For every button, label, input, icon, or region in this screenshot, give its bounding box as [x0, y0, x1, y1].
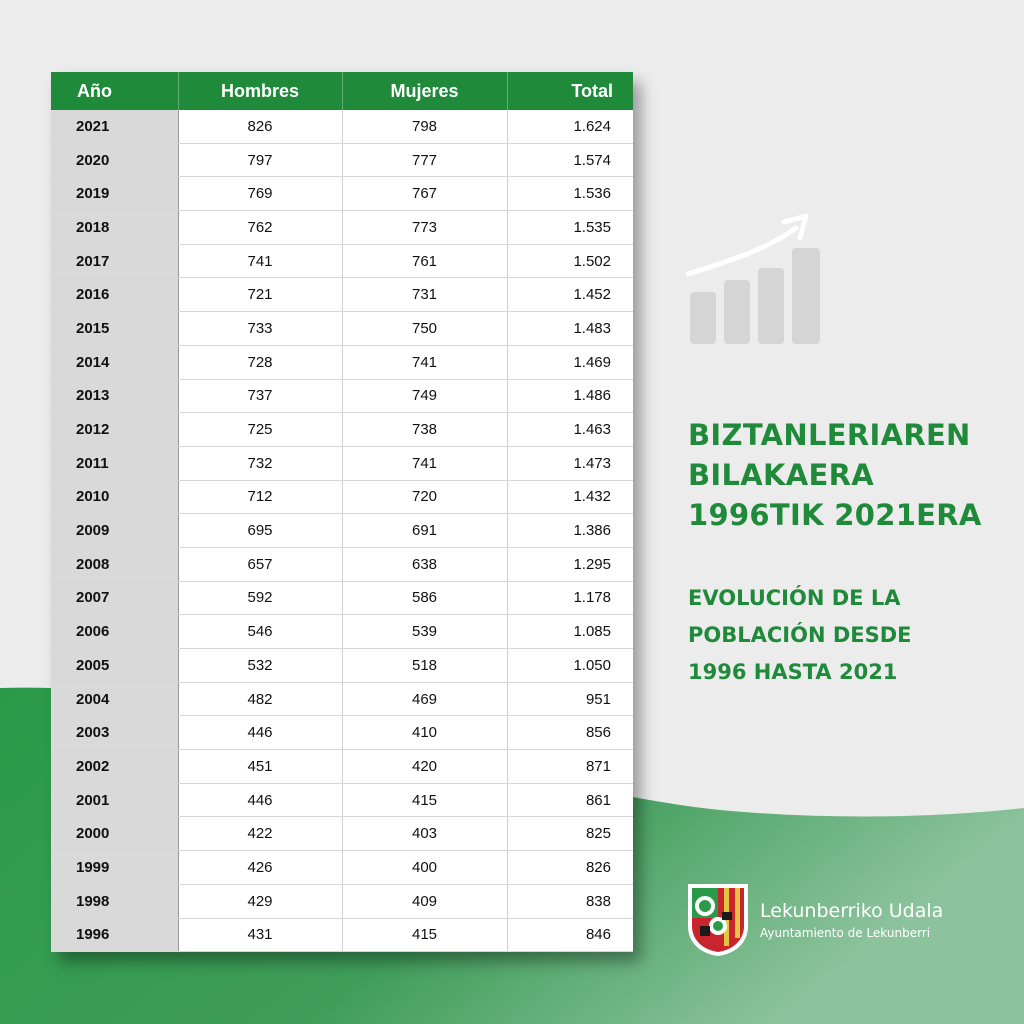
cell-women: 410 [342, 716, 507, 750]
table-row [51, 244, 633, 278]
cell-women: 750 [342, 312, 507, 346]
cell-year: 1999 [51, 851, 178, 885]
cell-men: 826 [178, 110, 342, 143]
cell-women: 469 [342, 682, 507, 716]
heading-basque-line: BIZTANLERIAREN [688, 418, 971, 452]
table-row [51, 514, 633, 548]
table-row [51, 750, 633, 784]
table-row [51, 682, 633, 716]
cell-total: 1.463 [507, 413, 633, 447]
cell-men: 429 [178, 884, 342, 918]
cell-men: 451 [178, 750, 342, 784]
cell-women: 415 [342, 783, 507, 817]
cell-year: 2006 [51, 615, 178, 649]
cell-year: 2012 [51, 413, 178, 447]
municipality-subtitle: Ayuntamiento de Lekunberri [760, 926, 931, 940]
cell-year: 2010 [51, 480, 178, 514]
cell-total: 1.469 [507, 345, 633, 379]
heading-spanish-line: POBLACIÓN DESDE [688, 623, 912, 647]
table-row [51, 345, 633, 379]
table-row [51, 615, 633, 649]
cell-year: 2002 [51, 750, 178, 784]
cell-men: 725 [178, 413, 342, 447]
cell-total: 856 [507, 716, 633, 750]
table-row [51, 110, 633, 143]
cell-year: 2003 [51, 716, 178, 750]
cell-men: 762 [178, 211, 342, 245]
cell-total: 1.486 [507, 379, 633, 413]
heading-basque [688, 415, 982, 535]
cell-women: 403 [342, 817, 507, 851]
cell-women: 400 [342, 851, 507, 885]
cell-total: 1.473 [507, 446, 633, 480]
cell-total: 1.452 [507, 278, 633, 312]
cell-men: 446 [178, 783, 342, 817]
cell-year: 2000 [51, 817, 178, 851]
cell-women: 539 [342, 615, 507, 649]
table-row [51, 716, 633, 750]
table-header-row [51, 72, 633, 110]
table-row [51, 783, 633, 817]
cell-women: 691 [342, 514, 507, 548]
cell-men: 712 [178, 480, 342, 514]
heading-spanish [688, 580, 912, 691]
cell-men: 426 [178, 851, 342, 885]
heading-spanish-line: 1996 HASTA 2021 [688, 660, 898, 684]
header-total: Total [507, 72, 633, 110]
cell-total: 871 [507, 750, 633, 784]
coat-of-arms-icon [686, 882, 750, 958]
cell-women: 731 [342, 278, 507, 312]
cell-men: 546 [178, 615, 342, 649]
cell-year: 2011 [51, 446, 178, 480]
cell-year: 2008 [51, 547, 178, 581]
cell-men: 733 [178, 312, 342, 346]
table-row [51, 884, 633, 918]
cell-year: 2017 [51, 244, 178, 278]
table-row [51, 177, 633, 211]
cell-men: 431 [178, 918, 342, 952]
table-row [51, 446, 633, 480]
municipality-name: Lekunberriko Udala [760, 900, 944, 922]
cell-men: 769 [178, 177, 342, 211]
cell-year: 2021 [51, 110, 178, 143]
cell-total: 951 [507, 682, 633, 716]
cell-total: 1.432 [507, 480, 633, 514]
cell-total: 1.483 [507, 312, 633, 346]
table-row [51, 480, 633, 514]
cell-men: 532 [178, 649, 342, 683]
cell-total: 838 [507, 884, 633, 918]
cell-women: 777 [342, 143, 507, 177]
cell-women: 761 [342, 244, 507, 278]
cell-total: 861 [507, 783, 633, 817]
cell-men: 732 [178, 446, 342, 480]
cell-total: 825 [507, 817, 633, 851]
cell-women: 738 [342, 413, 507, 447]
growth-bar-chart-icon [686, 212, 826, 344]
cell-year: 2007 [51, 581, 178, 615]
cell-women: 420 [342, 750, 507, 784]
cell-year: 2020 [51, 143, 178, 177]
cell-men: 737 [178, 379, 342, 413]
cell-women: 586 [342, 581, 507, 615]
cell-men: 482 [178, 682, 342, 716]
cell-total: 1.535 [507, 211, 633, 245]
heading-basque-line: BILAKAERA [688, 458, 875, 492]
heading-spanish-line: EVOLUCIÓN DE LA [688, 586, 901, 610]
cell-year: 2004 [51, 682, 178, 716]
table-row [51, 278, 633, 312]
cell-year: 2019 [51, 177, 178, 211]
cell-women: 741 [342, 446, 507, 480]
table-row [51, 547, 633, 581]
heading-basque-line: 1996TIK 2021ERA [688, 498, 982, 532]
table-row [51, 413, 633, 447]
cell-year: 2018 [51, 211, 178, 245]
table-row [51, 379, 633, 413]
cell-year: 2009 [51, 514, 178, 548]
cell-men: 721 [178, 278, 342, 312]
cell-year: 2014 [51, 345, 178, 379]
table-row [51, 851, 633, 885]
table-row [51, 211, 633, 245]
cell-women: 749 [342, 379, 507, 413]
cell-women: 409 [342, 884, 507, 918]
cell-total: 1.386 [507, 514, 633, 548]
cell-total: 1.536 [507, 177, 633, 211]
cell-year: 2005 [51, 649, 178, 683]
cell-total: 1.050 [507, 649, 633, 683]
table-row [51, 581, 633, 615]
cell-total: 846 [507, 918, 633, 952]
table-row [51, 312, 633, 346]
cell-year: 2016 [51, 278, 178, 312]
cell-women: 415 [342, 918, 507, 952]
cell-year: 1996 [51, 918, 178, 952]
cell-total: 1.624 [507, 110, 633, 143]
table-row [51, 918, 633, 952]
cell-women: 773 [342, 211, 507, 245]
cell-women: 767 [342, 177, 507, 211]
cell-women: 638 [342, 547, 507, 581]
cell-total: 1.178 [507, 581, 633, 615]
population-table [51, 72, 633, 952]
cell-total: 826 [507, 851, 633, 885]
cell-total: 1.085 [507, 615, 633, 649]
cell-total: 1.574 [507, 143, 633, 177]
cell-women: 720 [342, 480, 507, 514]
table-row [51, 817, 633, 851]
cell-men: 592 [178, 581, 342, 615]
table-row [51, 649, 633, 683]
population-table-card [51, 72, 633, 952]
table-body [51, 110, 633, 952]
table-row [51, 143, 633, 177]
cell-men: 422 [178, 817, 342, 851]
cell-men: 728 [178, 345, 342, 379]
cell-women: 518 [342, 649, 507, 683]
cell-total: 1.295 [507, 547, 633, 581]
cell-men: 741 [178, 244, 342, 278]
cell-men: 657 [178, 547, 342, 581]
header-year: Año [51, 72, 178, 110]
cell-total: 1.502 [507, 244, 633, 278]
cell-year: 1998 [51, 884, 178, 918]
cell-men: 695 [178, 514, 342, 548]
cell-year: 2015 [51, 312, 178, 346]
cell-women: 798 [342, 110, 507, 143]
header-men: Hombres [178, 72, 342, 110]
cell-year: 2013 [51, 379, 178, 413]
cell-year: 2001 [51, 783, 178, 817]
cell-women: 741 [342, 345, 507, 379]
header-women: Mujeres [342, 72, 507, 110]
cell-men: 446 [178, 716, 342, 750]
cell-men: 797 [178, 143, 342, 177]
